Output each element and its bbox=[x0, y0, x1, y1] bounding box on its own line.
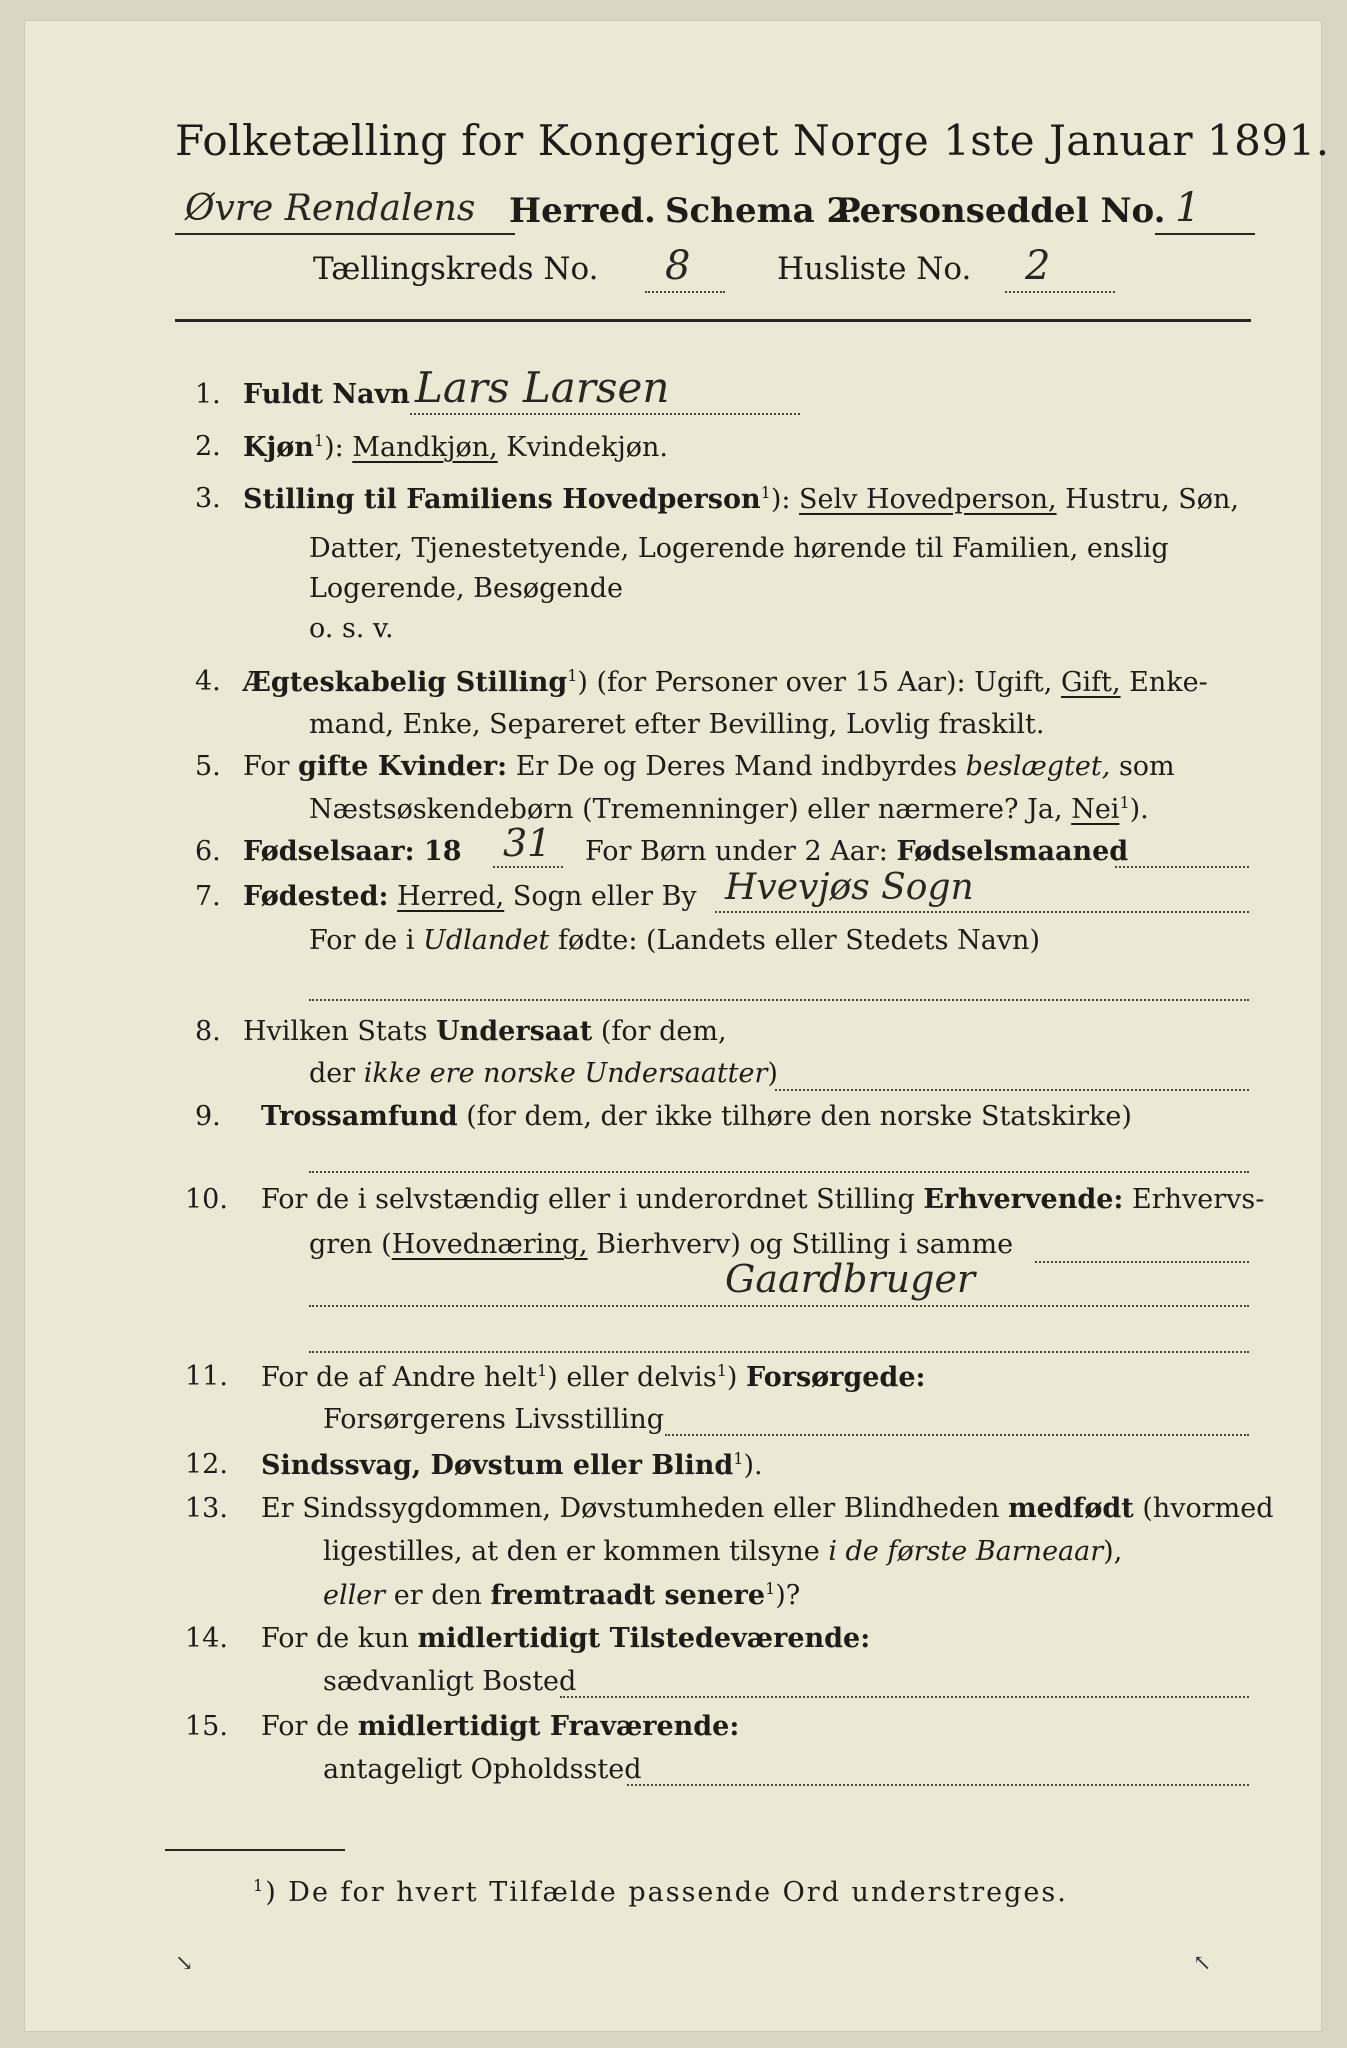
item-8-line-1-c: (for dem, bbox=[600, 1016, 727, 1047]
item-11-line-1-b: ) eller delvis bbox=[547, 1362, 717, 1393]
item-6-month-dots bbox=[1115, 866, 1249, 868]
item-4-line-1 bbox=[243, 666, 1208, 698]
item-11-number: 11. bbox=[185, 1361, 228, 1392]
item-10-line-2 bbox=[309, 1229, 1013, 1260]
item-15-label: midlertidigt Fraværende: bbox=[357, 1711, 740, 1742]
item-3-option-selv-hovedperson: Selv Hovedperson, bbox=[799, 484, 1057, 515]
item-3-line-3: Logerende, Besøgende bbox=[309, 573, 623, 604]
item-15-dots bbox=[627, 1784, 1249, 1786]
item-2-label: Kjøn bbox=[243, 432, 314, 463]
item-4-option-gift: Gift, bbox=[1060, 667, 1121, 698]
item-9-line-1 bbox=[261, 1101, 1132, 1132]
item-7-option-herred: Herred, bbox=[397, 881, 505, 912]
item-1-value: Lars Larsen bbox=[415, 363, 670, 412]
item-5-line-1-a: Er De og Deres Mand indbyrdes bbox=[515, 751, 958, 782]
form-title: Folketælling for Kongeriget Norge 1ste Januar 1891. bbox=[175, 116, 1330, 165]
item-14-line-1 bbox=[261, 1623, 870, 1654]
item-13-line-1 bbox=[261, 1493, 1274, 1524]
item-11-line-1-c: ) bbox=[726, 1362, 738, 1393]
item-5-line-2 bbox=[309, 793, 1149, 825]
item-10-line-2-dots bbox=[1035, 1261, 1249, 1263]
item-4-line-1-a: ) (for Personer over 15 Aar): Ugift, bbox=[577, 667, 1053, 698]
item-15-line-2: antageligt Opholdssted bbox=[323, 1754, 642, 1785]
item-9-label: Trossamfund bbox=[261, 1101, 458, 1132]
item-10-line-2-a: gren ( bbox=[309, 1229, 392, 1260]
item-14-number: 14. bbox=[185, 1623, 228, 1654]
husliste-dots bbox=[1005, 291, 1115, 293]
print-mark-right: ↖ bbox=[1193, 1951, 1212, 1976]
item-8-line-1 bbox=[243, 1016, 727, 1047]
item-12-label: Sindssvag, Døvstum eller Blind bbox=[261, 1450, 734, 1481]
item-12-line bbox=[261, 1449, 763, 1481]
footnote-text: ) De for hvert Tilfælde passende Ord understreges. bbox=[265, 1877, 1068, 1908]
herred-label: Herred. bbox=[509, 191, 656, 231]
item-8-undersaat: Undersaat bbox=[436, 1016, 593, 1047]
personseddel-line bbox=[1155, 233, 1255, 235]
item-2-option-mandkjon: Mandkjøn, bbox=[352, 432, 498, 463]
item-7-label: Fødested: bbox=[243, 881, 389, 912]
item-14-dots bbox=[560, 1696, 1249, 1698]
item-5-option-nei: Nei bbox=[1071, 794, 1120, 825]
item-13-sup: 1 bbox=[765, 1579, 776, 1598]
item-12-number: 12. bbox=[185, 1449, 228, 1480]
item-8-dots bbox=[775, 1089, 1249, 1091]
husliste-number: 2 bbox=[1025, 243, 1051, 289]
item-5-beslaegtet: beslægtet, bbox=[965, 751, 1111, 782]
footnote bbox=[253, 1876, 1068, 1908]
item-11-line-1-a: For de af Andre helt bbox=[261, 1362, 538, 1393]
item-6-rest bbox=[585, 836, 1128, 867]
personseddel-number: 1 bbox=[1175, 185, 1201, 231]
item-6-number: 6. bbox=[195, 836, 221, 867]
kreds-label: Tællingskreds No. bbox=[313, 251, 599, 287]
item-3-line-1-rest: Hustru, Søn, bbox=[1065, 484, 1239, 515]
item-8-line-1-a: Hvilken Stats bbox=[243, 1016, 428, 1047]
item-10-number: 10. bbox=[185, 1184, 228, 1215]
item-1-label: Fuldt Navn bbox=[243, 379, 410, 410]
item-6-year: 31 bbox=[503, 821, 552, 865]
item-5-line-1 bbox=[243, 751, 1175, 782]
kreds-number: 8 bbox=[665, 243, 691, 289]
item-11-sup-a: 1 bbox=[537, 1361, 548, 1380]
item-3-rest: ): bbox=[770, 484, 791, 515]
husliste-label: Husliste No. bbox=[777, 251, 972, 287]
item-13-line-2-b: ), bbox=[1103, 1536, 1123, 1567]
item-13-fremtraadt: fremtraadt senere bbox=[490, 1580, 766, 1611]
item-3-line-1 bbox=[243, 483, 1239, 515]
item-4-line-1-b: Enke- bbox=[1129, 667, 1208, 698]
item-10-line-1 bbox=[261, 1184, 1264, 1215]
item-4-sup: 1 bbox=[567, 666, 578, 685]
item-2-line bbox=[243, 431, 668, 463]
item-12-rest: ). bbox=[743, 1450, 763, 1481]
item-13-line-2-it: i de første Barneaar bbox=[828, 1536, 1104, 1567]
item-15-number: 15. bbox=[185, 1711, 228, 1742]
item-3-line-2: Datter, Tjenestetyende, Logerende hørende til Familien, enslig bbox=[309, 533, 1169, 564]
item-5-sup: 1 bbox=[1119, 793, 1130, 812]
item-7-udlandet: Udlandet bbox=[423, 925, 550, 956]
item-10-option-hovednaering: Hovednæring, bbox=[391, 1229, 588, 1260]
item-15-line-1 bbox=[261, 1711, 739, 1742]
item-8-number: 8. bbox=[195, 1016, 221, 1047]
footnote-sup: 1 bbox=[253, 1876, 266, 1895]
item-13-number: 13. bbox=[185, 1493, 228, 1524]
item-8-line-2: der ikke ere norske Undersaatter) bbox=[309, 1058, 778, 1089]
item-2-option-kvindekjon: Kvindekjøn. bbox=[506, 432, 668, 463]
item-6-rest-b: Fødselsmaaned bbox=[896, 836, 1129, 867]
personseddel-label: Personseddel No. bbox=[835, 191, 1166, 231]
kreds-dots bbox=[645, 291, 725, 293]
item-4-label: Ægteskabelig Stilling bbox=[243, 667, 568, 698]
item-11-line-2: Forsørgerens Livsstilling bbox=[323, 1404, 665, 1435]
item-9-dots bbox=[309, 1171, 1249, 1173]
item-3-number: 3. bbox=[195, 483, 221, 514]
item-7-line-2-a: For de i bbox=[309, 925, 415, 956]
item-7-line-1 bbox=[243, 881, 697, 912]
item-13-line-3 bbox=[323, 1579, 800, 1611]
herred-line bbox=[175, 233, 515, 235]
item-5-label-b: gifte Kvinder: bbox=[298, 751, 508, 782]
item-4-number: 4. bbox=[195, 666, 221, 697]
item-13-eller: eller bbox=[323, 1580, 386, 1611]
footnote-rule bbox=[165, 1849, 345, 1851]
schema-label: Schema 2. bbox=[665, 191, 862, 231]
herred-name: Øvre Rendalens bbox=[185, 188, 476, 229]
item-5-line-2-b: ). bbox=[1129, 794, 1149, 825]
item-7-value: Hvevjøs Sogn bbox=[725, 867, 974, 908]
item-7-line-2-b: fødte: (Landets eller Stedets Navn) bbox=[557, 925, 1040, 956]
item-13-line-1-c: (hvormed bbox=[1142, 1493, 1274, 1524]
item-6-label: Fødselsaar: 18 bbox=[243, 836, 462, 867]
item-3-label: Stilling til Familiens Hovedperson bbox=[243, 484, 761, 515]
item-13-medfodt: medfødt bbox=[1008, 1493, 1134, 1524]
census-form-sheet bbox=[24, 20, 1330, 2032]
item-5-number: 5. bbox=[195, 751, 221, 782]
item-3-sup: 1 bbox=[760, 483, 771, 502]
item-2-sup: 1 bbox=[313, 431, 325, 450]
item-2-rest: ): bbox=[324, 432, 344, 463]
item-10-line-2-b: Bierhverv) og Stilling i samme bbox=[596, 1229, 1014, 1260]
item-11-dots bbox=[665, 1434, 1249, 1436]
item-6-rest-a: For Børn under 2 Aar: bbox=[585, 836, 888, 867]
item-7-number: 7. bbox=[195, 881, 221, 912]
item-12-sup: 1 bbox=[733, 1449, 744, 1468]
item-2-number: 2. bbox=[195, 431, 221, 462]
item-10-value: Gaardbruger bbox=[725, 1257, 976, 1301]
item-11-sup-b: 1 bbox=[716, 1361, 727, 1380]
item-7-line-3-dots bbox=[309, 999, 1249, 1001]
item-5-label-a: For bbox=[243, 751, 290, 782]
item-13-line-3-a: er den bbox=[393, 1580, 482, 1611]
item-14-line-2: sædvanligt Bosted bbox=[323, 1666, 577, 1697]
item-4-line-2: mand, Enke, Separeret efter Bevilling, Lovlig fraskilt. bbox=[309, 709, 1045, 740]
item-8-line-2-it: ikke ere norske Undersaatter bbox=[363, 1058, 768, 1089]
item-14-line-1-a: For de kun bbox=[261, 1623, 409, 1654]
item-3-line-4: o. s. v. bbox=[309, 613, 394, 644]
item-5-line-1-b: som bbox=[1118, 751, 1175, 782]
item-13-line-2 bbox=[323, 1536, 1122, 1567]
item-15-line-1-a: For de bbox=[261, 1711, 350, 1742]
item-14-label: midlertidigt Tilstedeværende: bbox=[417, 1623, 871, 1654]
item-10-erhvervende: Erhvervende: bbox=[923, 1184, 1124, 1215]
item-8-line-2-a: der bbox=[309, 1058, 356, 1089]
item-9-rest: (for dem, der ikke tilhøre den norske Statskirke) bbox=[466, 1101, 1132, 1132]
item-13-line-1-a: Er Sindssygdommen, Døvstumheden eller Blindheden bbox=[261, 1493, 1000, 1524]
item-13-line-3-c: )? bbox=[775, 1580, 801, 1611]
item-7-dots bbox=[715, 911, 1249, 913]
item-10-line-1-a: For de i selvstændig eller i underordnet Stilling bbox=[261, 1184, 915, 1215]
item-6-year-dots bbox=[493, 866, 563, 868]
item-13-line-2-a: ligestilles, at den er kommen tilsyne bbox=[323, 1536, 820, 1567]
item-11-label: Forsørgede: bbox=[746, 1362, 926, 1393]
item-10-line-4-dots bbox=[309, 1351, 1249, 1353]
item-7-line-2 bbox=[309, 925, 1040, 956]
item-1-dots bbox=[410, 413, 800, 415]
item-10-line-3-dots bbox=[309, 1305, 1249, 1307]
item-5-line-2-a: Næstsøskendebørn (Tremenninger) eller nærmere? Ja, bbox=[309, 794, 1063, 825]
header-rule bbox=[175, 319, 1251, 322]
item-11-line-1 bbox=[261, 1361, 925, 1393]
item-10-line-1-c: Erhvervs- bbox=[1132, 1184, 1265, 1215]
print-mark-left: ↘ bbox=[175, 1951, 194, 1976]
item-7-options: Sogn eller By bbox=[512, 881, 697, 912]
item-9-number: 9. bbox=[195, 1101, 221, 1132]
item-1-number: 1. bbox=[195, 379, 221, 410]
